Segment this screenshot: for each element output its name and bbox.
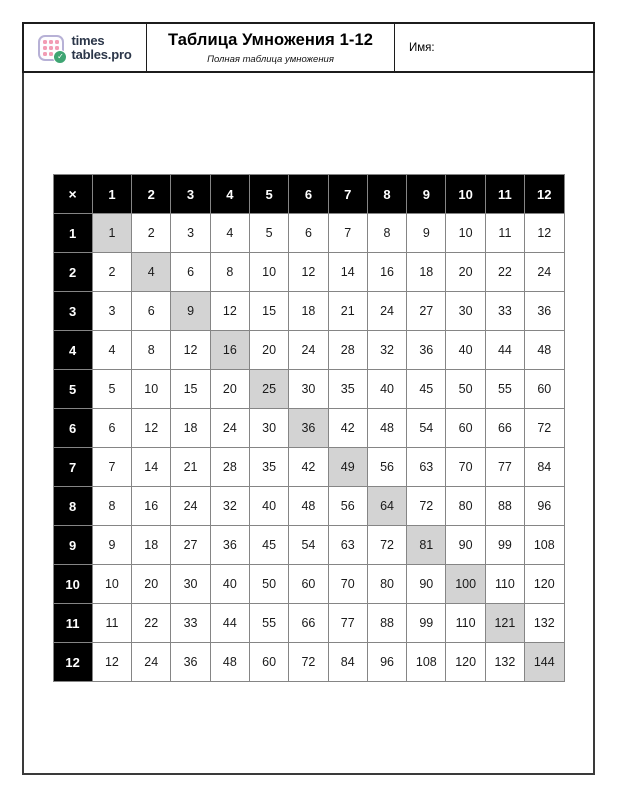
product-cell: 30 [171, 565, 210, 604]
table-row [53, 370, 564, 409]
product-cell: 144 [525, 643, 564, 682]
product-cell: 96 [525, 487, 564, 526]
column-header-cell: 2 [132, 175, 171, 214]
column-header-cell: 11 [485, 175, 524, 214]
row-header-cell: 9 [53, 526, 92, 565]
product-cell: 16 [367, 253, 406, 292]
product-cell: 6 [92, 409, 131, 448]
product-cell: 36 [171, 643, 210, 682]
product-cell: 6 [171, 253, 210, 292]
page-title: Таблица Умножения 1-12 [167, 30, 374, 49]
product-cell: 28 [328, 331, 367, 370]
product-cell: 11 [485, 214, 524, 253]
product-cell: 77 [328, 604, 367, 643]
product-cell: 48 [289, 487, 328, 526]
product-cell: 84 [328, 643, 367, 682]
product-cell: 80 [446, 487, 485, 526]
product-cell: 20 [132, 565, 171, 604]
brand-line2: tables.pro [71, 46, 132, 62]
product-cell: 7 [328, 214, 367, 253]
product-cell: 48 [525, 331, 564, 370]
product-cell: 48 [367, 409, 406, 448]
product-cell: 4 [210, 214, 249, 253]
worksheet-body [22, 73, 595, 775]
product-cell: 72 [289, 643, 328, 682]
product-cell: 100 [446, 565, 485, 604]
column-header-cell: 5 [249, 175, 288, 214]
table-row [53, 214, 564, 253]
product-cell: 11 [92, 604, 131, 643]
table-row [53, 604, 564, 643]
product-cell: 12 [92, 643, 131, 682]
title-block [147, 24, 395, 71]
product-cell: 120 [446, 643, 485, 682]
product-cell: 24 [132, 643, 171, 682]
product-cell: 45 [407, 370, 446, 409]
product-cell: 45 [249, 526, 288, 565]
product-cell: 55 [485, 370, 524, 409]
product-cell: 40 [367, 370, 406, 409]
product-cell: 40 [446, 331, 485, 370]
product-cell: 48 [210, 643, 249, 682]
product-cell: 30 [249, 409, 288, 448]
product-cell: 60 [289, 565, 328, 604]
row-header-cell: 2 [53, 253, 92, 292]
corner-cell: × [53, 175, 92, 214]
product-cell: 72 [525, 409, 564, 448]
product-cell: 18 [171, 409, 210, 448]
product-cell: 21 [171, 448, 210, 487]
checkmark-badge-icon: ✓ [53, 50, 67, 64]
product-cell: 56 [367, 448, 406, 487]
product-cell: 3 [171, 214, 210, 253]
product-cell: 96 [367, 643, 406, 682]
multiplication-table [53, 174, 565, 682]
product-cell: 35 [249, 448, 288, 487]
product-cell: 110 [446, 604, 485, 643]
column-header-cell: 3 [171, 175, 210, 214]
product-cell: 81 [407, 526, 446, 565]
product-cell: 90 [407, 565, 446, 604]
product-cell: 60 [525, 370, 564, 409]
name-field [395, 24, 593, 71]
column-header-cell: 1 [92, 175, 131, 214]
product-cell: 90 [446, 526, 485, 565]
product-cell: 99 [407, 604, 446, 643]
product-cell: 21 [328, 292, 367, 331]
product-cell: 36 [210, 526, 249, 565]
product-cell: 42 [328, 409, 367, 448]
times-tables-grid-icon [38, 35, 64, 61]
product-cell: 132 [525, 604, 564, 643]
product-cell: 40 [249, 487, 288, 526]
product-cell: 27 [171, 526, 210, 565]
product-cell: 72 [367, 526, 406, 565]
product-cell: 121 [485, 604, 524, 643]
product-cell: 72 [407, 487, 446, 526]
product-cell: 66 [289, 604, 328, 643]
column-header-cell: 10 [446, 175, 485, 214]
page-subtitle: Полная таблица умножения [207, 53, 334, 65]
brand-name [71, 34, 131, 61]
product-cell: 55 [249, 604, 288, 643]
row-header-cell: 6 [53, 409, 92, 448]
table-row [53, 292, 564, 331]
product-cell: 4 [132, 253, 171, 292]
product-cell: 12 [525, 214, 564, 253]
product-cell: 15 [249, 292, 288, 331]
product-cell: 24 [210, 409, 249, 448]
product-cell: 2 [92, 253, 131, 292]
product-cell: 64 [367, 487, 406, 526]
product-cell: 27 [407, 292, 446, 331]
product-cell: 4 [92, 331, 131, 370]
product-cell: 24 [525, 253, 564, 292]
product-cell: 70 [328, 565, 367, 604]
product-cell: 8 [367, 214, 406, 253]
product-cell: 6 [289, 214, 328, 253]
product-cell: 18 [407, 253, 446, 292]
product-cell: 8 [92, 487, 131, 526]
product-cell: 10 [92, 565, 131, 604]
product-cell: 44 [485, 331, 524, 370]
product-cell: 25 [249, 370, 288, 409]
product-cell: 9 [92, 526, 131, 565]
column-header-cell: 9 [407, 175, 446, 214]
product-cell: 108 [407, 643, 446, 682]
table-row [53, 487, 564, 526]
product-cell: 60 [249, 643, 288, 682]
product-cell: 54 [407, 409, 446, 448]
product-cell: 66 [485, 409, 524, 448]
product-cell: 8 [210, 253, 249, 292]
row-header-cell: 8 [53, 487, 92, 526]
product-cell: 36 [407, 331, 446, 370]
product-cell: 63 [407, 448, 446, 487]
row-header-cell: 4 [53, 331, 92, 370]
product-cell: 32 [210, 487, 249, 526]
row-header-cell: 1 [53, 214, 92, 253]
column-header-cell: 7 [328, 175, 367, 214]
table-row [53, 526, 564, 565]
product-cell: 77 [485, 448, 524, 487]
table-row [53, 643, 564, 682]
table-row [53, 448, 564, 487]
product-cell: 50 [249, 565, 288, 604]
product-cell: 36 [525, 292, 564, 331]
product-cell: 24 [367, 292, 406, 331]
product-cell: 36 [289, 409, 328, 448]
product-cell: 8 [132, 331, 171, 370]
product-cell: 120 [525, 565, 564, 604]
table-header-row [53, 175, 564, 214]
product-cell: 1 [92, 214, 131, 253]
column-header-cell: 8 [367, 175, 406, 214]
product-cell: 12 [210, 292, 249, 331]
product-cell: 22 [485, 253, 524, 292]
product-cell: 63 [328, 526, 367, 565]
product-cell: 12 [132, 409, 171, 448]
product-cell: 42 [289, 448, 328, 487]
product-cell: 70 [446, 448, 485, 487]
product-cell: 18 [289, 292, 328, 331]
product-cell: 2 [132, 214, 171, 253]
product-cell: 9 [407, 214, 446, 253]
product-cell: 110 [485, 565, 524, 604]
product-cell: 12 [171, 331, 210, 370]
row-header-cell: 11 [53, 604, 92, 643]
product-cell: 56 [328, 487, 367, 526]
product-cell: 24 [289, 331, 328, 370]
table-row [53, 565, 564, 604]
product-cell: 22 [132, 604, 171, 643]
row-header-cell: 3 [53, 292, 92, 331]
row-header-cell: 7 [53, 448, 92, 487]
row-header-cell: 10 [53, 565, 92, 604]
product-cell: 84 [525, 448, 564, 487]
product-cell: 88 [485, 487, 524, 526]
column-header-cell: 6 [289, 175, 328, 214]
name-label: Имя: [409, 41, 435, 54]
product-cell: 28 [210, 448, 249, 487]
column-header-cell: 12 [525, 175, 564, 214]
product-cell: 99 [485, 526, 524, 565]
product-cell: 54 [289, 526, 328, 565]
product-cell: 32 [367, 331, 406, 370]
product-cell: 5 [92, 370, 131, 409]
product-cell: 33 [485, 292, 524, 331]
product-cell: 7 [92, 448, 131, 487]
product-cell: 20 [210, 370, 249, 409]
product-cell: 20 [249, 331, 288, 370]
product-cell: 3 [92, 292, 131, 331]
product-cell: 80 [367, 565, 406, 604]
product-cell: 16 [132, 487, 171, 526]
product-cell: 10 [446, 214, 485, 253]
product-cell: 14 [328, 253, 367, 292]
column-header-cell: 4 [210, 175, 249, 214]
table-row [53, 331, 564, 370]
product-cell: 49 [328, 448, 367, 487]
row-header-cell: 12 [53, 643, 92, 682]
product-cell: 30 [446, 292, 485, 331]
product-cell: 88 [367, 604, 406, 643]
product-cell: 16 [210, 331, 249, 370]
product-cell: 24 [171, 487, 210, 526]
product-cell: 50 [446, 370, 485, 409]
product-cell: 10 [132, 370, 171, 409]
product-cell: 132 [485, 643, 524, 682]
product-cell: 40 [210, 565, 249, 604]
product-cell: 44 [210, 604, 249, 643]
product-cell: 108 [525, 526, 564, 565]
product-cell: 5 [249, 214, 288, 253]
product-cell: 60 [446, 409, 485, 448]
product-cell: 20 [446, 253, 485, 292]
brand-line1: times [71, 33, 105, 48]
product-cell: 12 [289, 253, 328, 292]
product-cell: 35 [328, 370, 367, 409]
row-header-cell: 5 [53, 370, 92, 409]
logo [24, 24, 147, 71]
product-cell: 9 [171, 292, 210, 331]
product-cell: 33 [171, 604, 210, 643]
product-cell: 6 [132, 292, 171, 331]
table-row [53, 253, 564, 292]
product-cell: 18 [132, 526, 171, 565]
product-cell: 30 [289, 370, 328, 409]
product-cell: 14 [132, 448, 171, 487]
product-cell: 10 [249, 253, 288, 292]
table-row [53, 409, 564, 448]
header-bar [22, 22, 595, 73]
product-cell: 15 [171, 370, 210, 409]
